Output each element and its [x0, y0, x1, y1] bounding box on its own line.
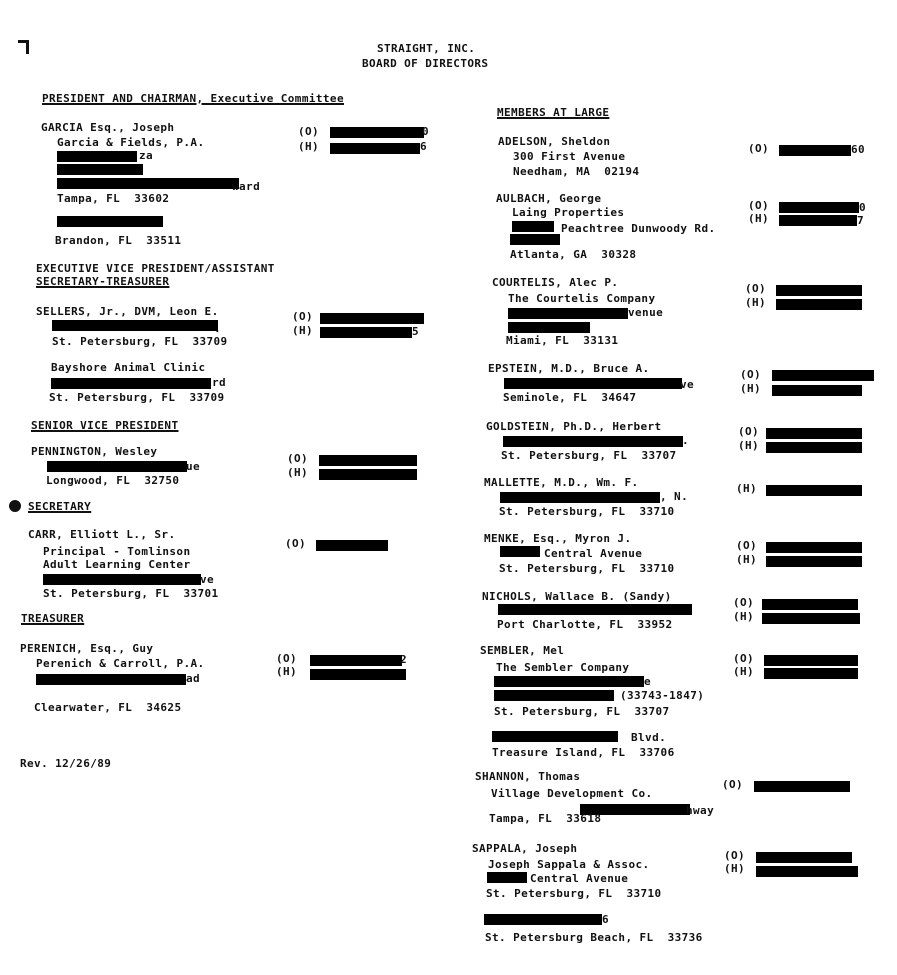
member-name: SHANNON, Thomas [475, 770, 581, 783]
redaction-bar [766, 542, 862, 553]
redaction-bar [766, 428, 862, 439]
phone-tail: 0 [422, 125, 430, 138]
redaction-bar [766, 485, 862, 496]
president-firm: Garcia & Fields, P.A. [57, 136, 205, 149]
redaction-bar [51, 378, 211, 389]
president-addr-tail: ward [232, 180, 261, 193]
phone-label-home: (H) [298, 140, 320, 153]
phone-label-office: (O) [745, 282, 767, 295]
redaction-bar [320, 327, 412, 338]
phone-label-office: (O) [276, 652, 298, 665]
svp-heading: SENIOR VICE PRESIDENT [31, 419, 179, 432]
president-home-city: Brandon, FL 33511 [55, 234, 182, 247]
president-name: GARCIA Esq., Joseph [41, 121, 175, 134]
svp-city: Longwood, FL 32750 [46, 474, 180, 487]
phone-label-office: (O) [733, 596, 755, 609]
phone-label-office: (O) [748, 199, 770, 212]
redaction-bar [779, 145, 851, 156]
member-company: The Courtelis Company [508, 292, 656, 305]
redaction-bar [776, 285, 862, 296]
redaction-bar [310, 669, 406, 680]
member-city: Needham, MA 02194 [513, 165, 640, 178]
redaction-bar [484, 914, 602, 925]
phone-tail: 60 [851, 143, 866, 156]
member-company: The Sembler Company [496, 661, 630, 674]
president-addr-tail: za [139, 149, 154, 162]
treasurer-firm: Perenich & Carroll, P.A. [36, 657, 205, 670]
redaction-bar [498, 604, 692, 615]
member-name: ADELSON, Sheldon [498, 135, 611, 148]
redaction-bar [330, 127, 424, 138]
secretary-name: CARR, Elliott L., Sr. [28, 528, 176, 541]
phone-label-office: (O) [748, 142, 770, 155]
svp-name: PENNINGTON, Wesley [31, 445, 158, 458]
member-name: GOLDSTEIN, Ph.D., Herbert [486, 420, 662, 433]
phone-label-home: (H) [745, 296, 767, 309]
member-city: St. Petersburg, FL 33710 [499, 562, 675, 575]
redaction-bar [47, 461, 187, 472]
phone-label-office: (O) [292, 310, 314, 323]
hole-punch-mark [9, 500, 21, 512]
redaction-bar [779, 215, 857, 226]
member-city: St. Petersburg, FL 33710 [486, 887, 662, 900]
secretary-org: Adult Learning Center [43, 558, 191, 571]
phone-tail: 6 [420, 140, 428, 153]
company-name: STRAIGHT, INC. [377, 42, 476, 55]
corner-mark [26, 40, 29, 54]
evp-heading-line1: EXECUTIVE VICE PRESIDENT/ASSISTANT [36, 262, 275, 275]
member-city: St. Petersburg, FL 33710 [499, 505, 675, 518]
redaction-bar [310, 655, 402, 666]
president-city: Tampa, FL 33602 [57, 192, 170, 205]
member-city: Treasure Island, FL 33706 [492, 746, 675, 759]
redaction-bar [772, 370, 874, 381]
member-address: 6 [602, 913, 610, 926]
member-city: St. Petersburg, FL 33707 [494, 705, 670, 718]
redaction-bar [52, 320, 218, 331]
phone-tail: 0 [859, 201, 867, 214]
redaction-bar [764, 668, 858, 679]
member-city: Miami, FL 33131 [506, 334, 619, 347]
redaction-bar [500, 546, 540, 557]
redaction-bar [503, 436, 683, 447]
evp-clinic: Bayshore Animal Clinic [51, 361, 206, 374]
redaction-bar [754, 781, 850, 792]
member-zip: (33743-1847) [620, 689, 705, 702]
treasurer-city: Clearwater, FL 34625 [34, 701, 182, 714]
redaction-bar [762, 599, 858, 610]
phone-label-home: (H) [740, 382, 762, 395]
member-address: hway [686, 804, 715, 817]
redaction-bar [320, 313, 424, 324]
member-address: . [682, 434, 690, 447]
phone-label-home: (H) [738, 439, 760, 452]
member-address: Peachtree Dunwoody Rd. [561, 222, 716, 235]
president-heading: PRESIDENT AND CHAIRMAN, Executive Committee [42, 92, 344, 105]
document-subtitle: BOARD OF DIRECTORS [362, 57, 489, 70]
redaction-bar [766, 556, 862, 567]
member-city: Atlanta, GA 30328 [510, 248, 637, 261]
phone-tail: 2 [400, 653, 408, 666]
member-name: EPSTEIN, M.D., Bruce A. [488, 362, 650, 375]
revision-date: Rev. 12/26/89 [20, 757, 112, 770]
phone-label-office: (O) [722, 778, 744, 791]
redaction-bar [510, 234, 560, 245]
members-heading: MEMBERS AT LARGE [497, 106, 610, 119]
member-company: Joseph Sappala & Assoc. [488, 858, 650, 871]
redaction-bar [43, 574, 201, 585]
redaction-bar [756, 852, 852, 863]
member-address: ve [680, 378, 695, 391]
phone-label-office: (O) [724, 849, 746, 862]
redaction-bar [508, 308, 628, 319]
evp-clinic-tail: rd [212, 376, 227, 389]
phone-label-office: (O) [285, 537, 307, 550]
phone-label-home: (H) [733, 610, 755, 623]
redaction-bar [316, 540, 388, 551]
member-name: SEMBLER, Mel [480, 644, 565, 657]
evp-heading-line2: SECRETARY-TREASURER [36, 275, 170, 288]
phone-label-home: (H) [276, 665, 298, 678]
redaction-bar [762, 613, 860, 624]
treasurer-name: PERENICH, Esq., Guy [20, 642, 154, 655]
member-city: Tampa, FL 33618 [489, 812, 602, 825]
phone-tail: 5 [412, 325, 420, 338]
member-address: Central Avenue [544, 547, 643, 560]
phone-label-home: (H) [292, 324, 314, 337]
member-name: COURTELIS, Alec P. [492, 276, 619, 289]
evp-clinic-city: St. Petersburg, FL 33709 [49, 391, 225, 404]
redaction-bar [57, 151, 137, 162]
member-address: Central Avenue [530, 872, 629, 885]
treasurer-addr-tail: ad [186, 672, 201, 685]
redaction-bar [779, 202, 859, 213]
redaction-bar [776, 299, 862, 310]
redaction-bar [319, 469, 417, 480]
secretary-heading: SECRETARY [28, 500, 92, 513]
redaction-bar [319, 455, 417, 466]
phone-label-home: (H) [736, 482, 758, 495]
member-address: venue [628, 306, 664, 319]
phone-label-office: (O) [733, 652, 755, 665]
phone-label-home: (H) [736, 553, 758, 566]
phone-label-home: (H) [748, 212, 770, 225]
redaction-bar [330, 143, 420, 154]
phone-label-home: (H) [733, 665, 755, 678]
evp-addr-tail: . [214, 322, 222, 335]
svp-addr-tail: ue [186, 460, 201, 473]
member-name: NICHOLS, Wallace B. (Sandy) [482, 590, 672, 603]
phone-label-office: (O) [298, 125, 320, 138]
redaction-bar [492, 731, 618, 742]
member-city: St. Petersburg, FL 33707 [501, 449, 677, 462]
member-company: Laing Properties [512, 206, 625, 219]
redaction-bar [487, 872, 527, 883]
redaction-bar [508, 322, 590, 333]
phone-label-home: (H) [724, 862, 746, 875]
redaction-bar [772, 385, 862, 396]
redaction-bar [494, 676, 644, 687]
phone-label-office: (O) [738, 425, 760, 438]
phone-label-office: (O) [740, 368, 762, 381]
member-name: SAPPALA, Joseph [472, 842, 578, 855]
redaction-bar [756, 866, 858, 877]
phone-label-office: (O) [736, 539, 758, 552]
redaction-bar [500, 492, 660, 503]
treasurer-heading: TREASURER [21, 612, 85, 625]
member-name: MALLETTE, M.D., Wm. F. [484, 476, 639, 489]
phone-tail: 7 [857, 214, 865, 227]
redaction-bar [504, 378, 682, 389]
redaction-bar [36, 674, 186, 685]
redaction-bar [494, 690, 614, 701]
secretary-addr-tail: ve [200, 573, 215, 586]
redaction-bar [764, 655, 858, 666]
evp-name: SELLERS, Jr., DVM, Leon E. [36, 305, 219, 318]
redaction-bar [57, 216, 163, 227]
phone-label-home: (H) [287, 466, 309, 479]
redaction-bar [512, 221, 554, 232]
member-city: St. Petersburg Beach, FL 33736 [485, 931, 703, 944]
phone-label-office: (O) [287, 452, 309, 465]
member-city: Seminole, FL 34647 [503, 391, 637, 404]
member-name: MENKE, Esq., Myron J. [484, 532, 632, 545]
redaction-bar [57, 164, 143, 175]
member-city: Port Charlotte, FL 33952 [497, 618, 673, 631]
member-address: 300 First Avenue [513, 150, 626, 163]
member-address: , N. [660, 490, 689, 503]
secretary-title: Principal - Tomlinson [43, 545, 191, 558]
redaction-bar [766, 442, 862, 453]
member-name: AULBACH, George [496, 192, 602, 205]
evp-city: St. Petersburg, FL 33709 [52, 335, 228, 348]
member-address: Blvd. [631, 731, 667, 744]
member-address: e [644, 675, 652, 688]
member-company: Village Development Co. [491, 787, 653, 800]
redaction-bar [57, 178, 239, 189]
secretary-city: St. Petersburg, FL 33701 [43, 587, 219, 600]
